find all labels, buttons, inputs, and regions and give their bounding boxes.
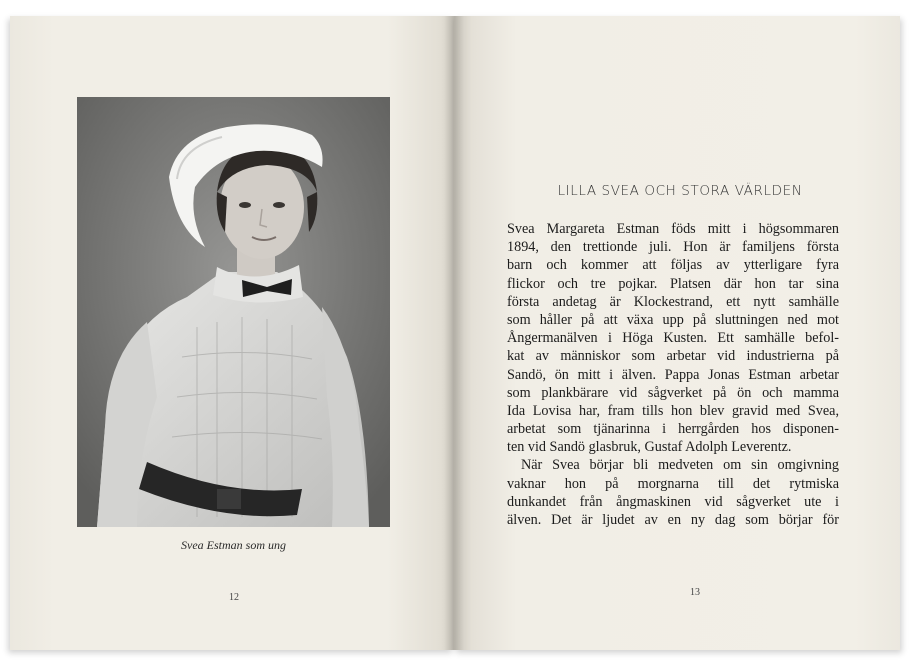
text-line: älven. Det är ljudet av en ny dag som börjar för [507,512,839,528]
text-line: dunkandet från ångmaskinen vid sågverket ute i [507,493,839,510]
text-line: Ångermanälven i Höga Kusten. Ett samhälle befol- [507,330,839,347]
text-line: barn och kommer att följas av ytterligare fyra [507,257,839,274]
text-line: Svea Margareta Estman föds mitt i högsommaren [507,221,839,237]
text-line: första andetag är Klockestrand, ett nytt samhälle [507,293,839,310]
text-line: 1894, den trettionde juli. Hon är familjens första [507,239,839,256]
text-line: ten vid Sandö glasbruk, Gustaf Adolph Leverentz. [507,439,792,456]
page-number-left: 12 [229,592,239,603]
text-line: vaknar hon på morgnarna till det rytmiska [507,475,839,492]
text-line: som plankbärare vid sågverket på ön och mamma [507,384,839,401]
portrait-photo [77,97,390,527]
text-line: kat av människor som arbetar vid industrierna på [507,348,839,365]
text-line: som håller på att växa upp på sluttningen ned mot [507,311,839,328]
text-line: arbetat som tjänarinna i herrgården hos disponen- [507,421,839,438]
page-number-right: 13 [690,587,700,598]
chapter-title: LILLA SVEA OCH STORA VÄRLDEN [557,183,803,199]
body-text [507,220,839,529]
text-line: Ida Lovisa har, fram tills hon blev gravid med Svea, [507,402,839,419]
text-line: flickor och tre pojkar. Platsen där hon tar sina [507,275,839,292]
text-line: När Svea börjar bli medveten om sin omgivning [521,457,839,474]
text-line: Sandö, ön mitt i älven. Pappa Jonas Estman arbetar [507,366,839,383]
book-gutter [444,16,464,650]
photo-caption: Svea Estman som ung [181,538,286,552]
